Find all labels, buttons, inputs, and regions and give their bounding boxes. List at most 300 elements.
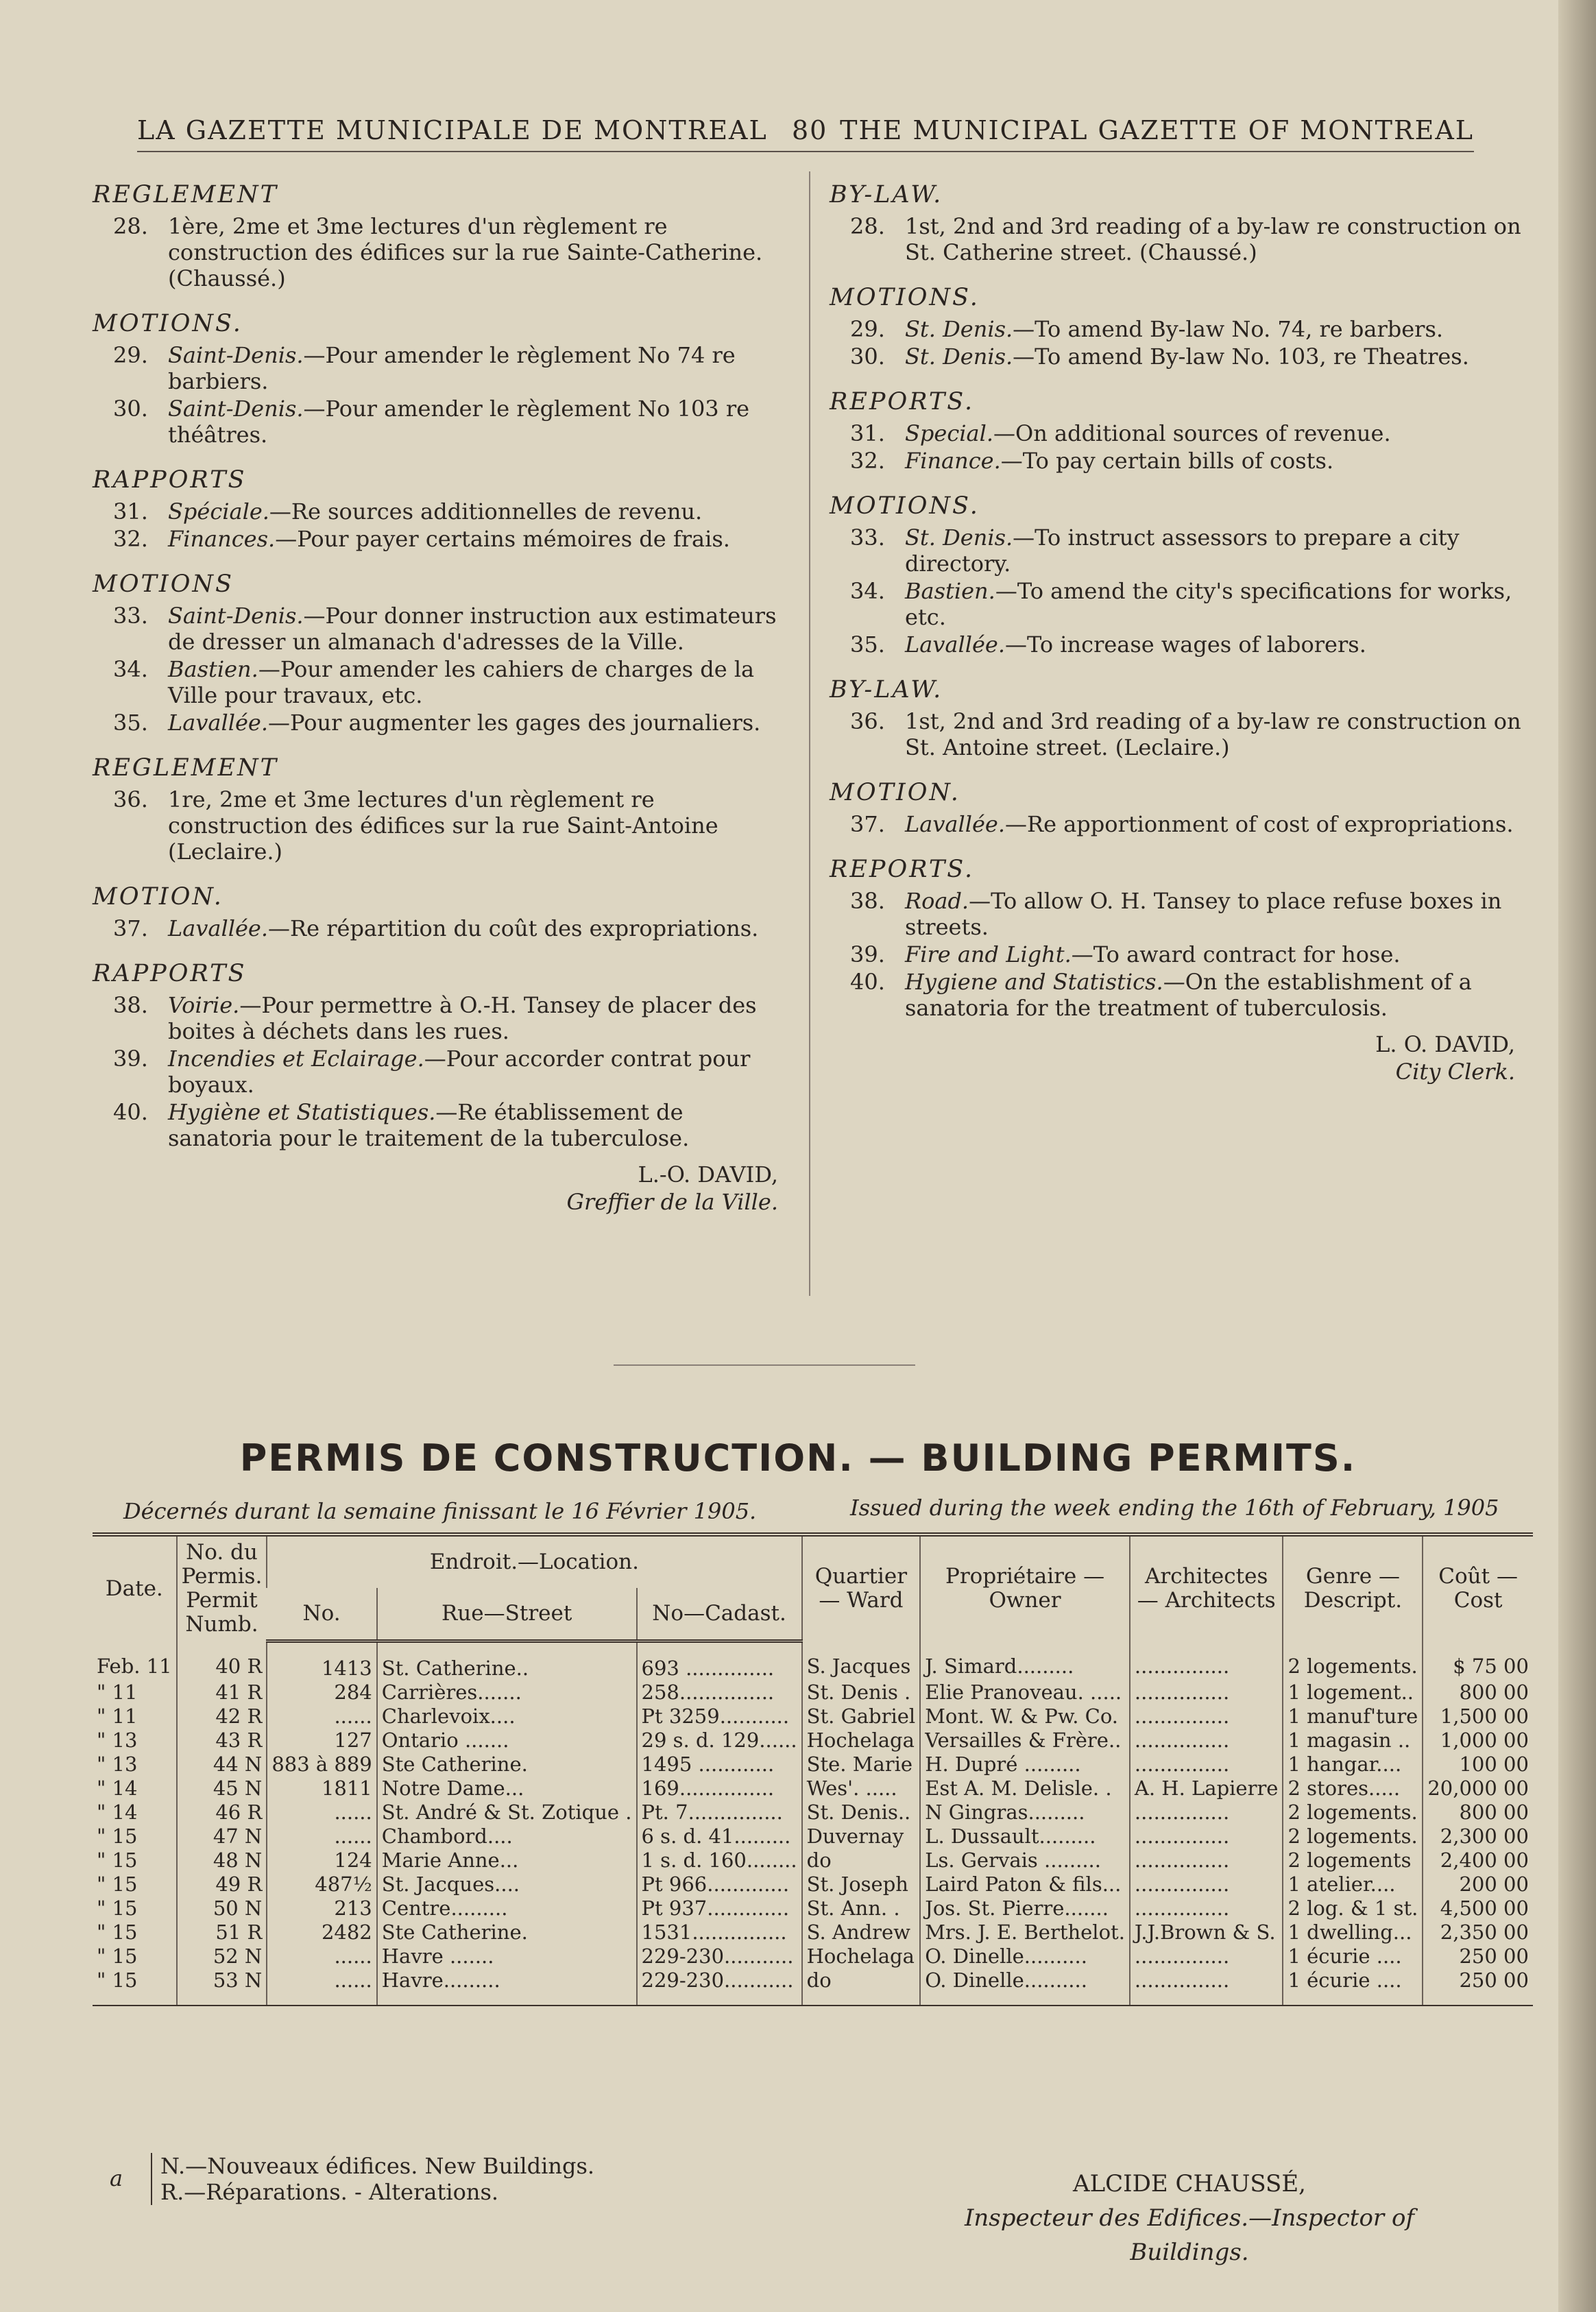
- section-heading: REPORTS.: [830, 856, 975, 883]
- inspector-title: Inspecteur des Edifices.—Inspector of Buildings.: [964, 2204, 1415, 2266]
- section-heading: BY-LAW.: [830, 181, 943, 208]
- col-header-no: No.: [267, 1588, 376, 1641]
- cell-owner: O. Dinelle..........: [920, 1944, 1130, 1968]
- item-number: 39.: [113, 1046, 148, 1072]
- cell-street: Charlevoix....: [377, 1705, 637, 1729]
- agenda-item: [830, 888, 1522, 940]
- cell-date: Feb. 11: [97, 1654, 172, 1678]
- cell-owner: L. Dussault.........: [920, 1825, 1130, 1849]
- cell-architect: ...............: [1130, 1641, 1283, 1681]
- cell-description: 2 logements.: [1283, 1825, 1423, 1849]
- item-name: Saint-Denis.: [168, 342, 304, 368]
- cell-cost: 20,000 00: [1423, 1777, 1533, 1801]
- item-name: Saint-Denis.: [168, 603, 304, 629]
- cell-ward: Hochelaga: [802, 1944, 921, 1968]
- cell-owner: Ls. Gervais .........: [920, 1849, 1130, 1873]
- col-header-date: Date.: [93, 1534, 177, 1641]
- legend-alterations: R.—Réparations. - Alterations.: [160, 2179, 499, 2205]
- cell-cadast: Pt. 7...............: [637, 1801, 802, 1825]
- cell-architect: ...............: [1130, 1968, 1283, 2006]
- cell-date: " 13: [97, 1728, 138, 1752]
- item-number: 38.: [113, 992, 148, 1018]
- section-heading: RAPPORTS: [93, 466, 247, 494]
- cell-description: 1 logement..: [1283, 1681, 1423, 1705]
- item-text: —To amend By-law No. 103, re Theatres.: [1013, 344, 1469, 370]
- cell-ward: S. Jacques: [802, 1641, 921, 1681]
- cell-description: 2 logements.: [1283, 1641, 1423, 1681]
- legend-marker: a: [110, 2165, 123, 2191]
- cell-no: 1811: [267, 1777, 376, 1801]
- section-heading: MOTIONS: [93, 570, 234, 598]
- agenda-item: [830, 811, 1522, 837]
- cell-street: St. Jacques....: [377, 1873, 637, 1896]
- agenda-item: [93, 396, 785, 448]
- item-text: —Pour payer certains mémoires de frais.: [275, 526, 730, 552]
- cell-cadast: 1495 ............: [637, 1753, 802, 1777]
- agenda-item: [93, 1046, 785, 1098]
- cell-no: 124: [267, 1849, 376, 1873]
- english-column: [830, 182, 1522, 1085]
- item-name: Finance.: [905, 448, 1001, 474]
- cell-architect: ...............: [1130, 1873, 1283, 1896]
- table-row: [93, 1705, 1533, 1729]
- cell-street: Carrières.......: [377, 1681, 637, 1705]
- item-text: —Re apportionment of cost of expropriations.: [1005, 811, 1514, 837]
- section-heading: MOTION.: [93, 883, 223, 911]
- cell-architect: A. H. Lapierre: [1130, 1777, 1283, 1801]
- cell-architect: ...............: [1130, 1825, 1283, 1849]
- item-name: Hygiène et Statistiques.: [168, 1099, 436, 1125]
- cell-cost: 4,500 00: [1423, 1896, 1533, 1920]
- cell-cadast: 29 s. d. 129......: [637, 1729, 802, 1753]
- item-text: —Pour donner instruction aux estimateurs de dresser un almanach d'adresses de la Ville.: [168, 603, 777, 655]
- item-number: 37.: [113, 915, 148, 941]
- cell-cost: 800 00: [1423, 1801, 1533, 1825]
- cell-ward: S. Andrew: [802, 1920, 921, 1944]
- cell-permit: 53 N: [177, 1968, 267, 2006]
- cell-no: 883 à 889: [267, 1753, 376, 1777]
- cell-ward: do: [802, 1849, 921, 1873]
- item-text: —To allow O. H. Tansey to place refuse boxes in streets.: [905, 888, 1502, 940]
- item-text: 1st, 2nd and 3rd reading of a by-law re construction on St. Antoine street. (Leclaire.): [905, 708, 1521, 760]
- agenda-item: [93, 213, 785, 291]
- cell-description: 1 dwelling...: [1283, 1920, 1423, 1944]
- cell-street: Centre.........: [377, 1896, 637, 1920]
- item-number: 34.: [113, 656, 148, 682]
- cell-permit: 51 R: [177, 1920, 267, 1944]
- cell-cadast: 6 s. d. 41.........: [637, 1825, 802, 1849]
- table-row: [93, 1729, 1533, 1753]
- cell-street: Marie Anne...: [377, 1849, 637, 1873]
- cell-date: " 15: [97, 1944, 138, 1968]
- item-text: —To pay certain bills of costs.: [1000, 448, 1334, 474]
- item-text: 1ère, 2me et 3me lectures d'un règlement re construction des édifices sur la rue Sainte-Catherine. (Chaussé.): [168, 213, 763, 291]
- cell-cost: 1,500 00: [1423, 1705, 1533, 1729]
- cell-date: " 15: [97, 1824, 138, 1848]
- inspector-name: ALCIDE CHAUSSÉ,: [1073, 2170, 1306, 2197]
- item-number: 35.: [113, 710, 148, 736]
- cell-description: 2 stores.....: [1283, 1777, 1423, 1801]
- cell-description: 2 log. & 1 st.: [1283, 1896, 1423, 1920]
- cell-ward: do: [802, 1968, 921, 2006]
- cell-no: 127: [267, 1729, 376, 1753]
- cell-street: St. André & St. Zotique .: [377, 1801, 637, 1825]
- cell-permit: 50 N: [177, 1896, 267, 1920]
- cell-permit: 43 R: [177, 1729, 267, 1753]
- item-text: —Re sources additionnelles de revenu.: [269, 498, 703, 525]
- cell-owner: Mrs. J. E. Berthelot.: [920, 1920, 1130, 1944]
- item-text: —To instruct assessors to prepare a city directory.: [905, 525, 1460, 577]
- cell-street: Ste Catherine.: [377, 1920, 637, 1944]
- item-name: Finances.: [168, 526, 276, 552]
- cell-cost: 250 00: [1423, 1944, 1533, 1968]
- item-number: 30.: [113, 396, 148, 422]
- cell-ward: St. Denis .: [802, 1681, 921, 1705]
- cell-no: ......: [267, 1944, 376, 1968]
- cell-date: " 14: [97, 1800, 138, 1824]
- cell-date: " 15: [97, 1896, 138, 1920]
- cell-cost: 2,350 00: [1423, 1920, 1533, 1944]
- col-header-cost: Coût — Cost: [1423, 1534, 1533, 1641]
- cell-street: Ontario .......: [377, 1729, 637, 1753]
- table-row: [93, 1825, 1533, 1849]
- item-number: 36.: [113, 786, 148, 812]
- agenda-item: [93, 915, 785, 941]
- item-text: —To award contract for hose.: [1071, 941, 1401, 967]
- item-name: Voirie.: [168, 992, 240, 1018]
- cell-cost: 250 00: [1423, 1968, 1533, 2006]
- cell-permit: 48 N: [177, 1849, 267, 1873]
- item-name: Hygiene and Statistics.: [905, 969, 1163, 995]
- table-row: [93, 1681, 1533, 1705]
- cell-architect: ...............: [1130, 1944, 1283, 1968]
- cell-architect: ...............: [1130, 1729, 1283, 1753]
- cell-owner: H. Dupré .........: [920, 1753, 1130, 1777]
- cell-cadast: 1 s. d. 160........: [637, 1849, 802, 1873]
- agenda-item: [830, 708, 1522, 760]
- signature-block: [830, 1031, 1522, 1085]
- cell-ward: Ste. Marie: [802, 1753, 921, 1777]
- col-header-street: Rue—Street: [377, 1588, 637, 1641]
- table-row: [93, 1849, 1533, 1873]
- cell-street: St. Catherine..: [377, 1641, 637, 1681]
- item-number: 35.: [850, 631, 885, 658]
- cell-permit: 44 N: [177, 1753, 267, 1777]
- cell-no: 487½: [267, 1873, 376, 1896]
- signature-title: City Clerk.: [1395, 1059, 1515, 1085]
- agenda-item: [830, 316, 1522, 342]
- item-name: Lavallée.: [905, 631, 1005, 658]
- section-heading: RAPPORTS: [93, 960, 247, 987]
- signature-block: [93, 1161, 785, 1216]
- cell-cost: 200 00: [1423, 1873, 1533, 1896]
- table-row: [93, 1753, 1533, 1777]
- section-heading: MOTIONS.: [830, 284, 980, 311]
- cell-no: 284: [267, 1681, 376, 1705]
- cell-owner: Est A. M. Delisle. .: [920, 1777, 1130, 1801]
- cell-owner: O. Dinelle..........: [920, 1968, 1130, 2006]
- item-name: Incendies et Eclairage.: [168, 1046, 424, 1072]
- item-number: 30.: [850, 344, 885, 370]
- item-number: 28.: [850, 213, 885, 239]
- col-header-owner: Propriétaire — Owner: [920, 1534, 1130, 1641]
- cell-cadast: 229-230...........: [637, 1944, 802, 1968]
- agenda-item: [830, 448, 1522, 474]
- cell-street: Notre Dame...: [377, 1777, 637, 1801]
- cell-architect: ...............: [1130, 1681, 1283, 1705]
- cell-description: 1 magasin ..: [1283, 1729, 1423, 1753]
- cell-owner: Elie Pranoveau. .....: [920, 1681, 1130, 1705]
- cell-permit: 42 R: [177, 1705, 267, 1729]
- permits-title: PERMIS DE CONSTRUCTION. — BUILDING PERMITS.: [239, 1436, 1357, 1480]
- cell-description: 1 hangar....: [1283, 1753, 1423, 1777]
- agenda-item: [830, 631, 1522, 658]
- cell-permit: 40 R: [177, 1641, 267, 1681]
- item-number: 39.: [850, 941, 885, 967]
- item-text: —To increase wages of laborers.: [1005, 631, 1366, 658]
- cell-date: " 15: [93, 1968, 177, 2006]
- header-title-fr: LA GAZETTE MUNICIPALE DE MONTREAL: [137, 115, 768, 145]
- cell-ward: Hochelaga: [802, 1729, 921, 1753]
- agenda-item: [93, 992, 785, 1044]
- item-name: Lavallée.: [168, 710, 268, 736]
- cell-ward: St. Gabriel: [802, 1705, 921, 1729]
- item-text: —To amend By-law No. 74, re barbers.: [1013, 316, 1444, 342]
- col-header-ward: Quartier — Ward: [802, 1534, 921, 1641]
- item-name: Spéciale.: [168, 498, 269, 525]
- item-text: —Re répartition du coût des expropriations.: [268, 915, 759, 941]
- cell-cost: 1,000 00: [1423, 1729, 1533, 1753]
- cell-description: 2 logements: [1283, 1849, 1423, 1873]
- cell-architect: ...............: [1130, 1896, 1283, 1920]
- cell-permit: 46 R: [177, 1801, 267, 1825]
- cell-ward: St. Joseph: [802, 1873, 921, 1896]
- page-number: 80: [792, 115, 828, 145]
- cell-cadast: 229-230...........: [637, 1968, 802, 2006]
- section-heading: REPORTS.: [830, 388, 975, 416]
- agenda-item: [93, 656, 785, 708]
- cell-owner: Laird Paton & fils...: [920, 1873, 1130, 1896]
- agenda-item: [830, 578, 1522, 630]
- cell-cadast: Pt 966.............: [637, 1873, 802, 1896]
- agenda-item: [830, 969, 1522, 1021]
- cell-no: 213: [267, 1896, 376, 1920]
- header-title-en: THE MUNICIPAL GAZETTE OF MONTREAL: [840, 115, 1474, 145]
- agenda-item: [93, 603, 785, 655]
- item-name: Road.: [905, 888, 969, 914]
- cell-description: 2 logements.: [1283, 1801, 1423, 1825]
- cell-street: Havre .......: [377, 1944, 637, 1968]
- cell-permit: 45 N: [177, 1777, 267, 1801]
- cell-ward: Duvernay: [802, 1825, 921, 1849]
- cell-no: ......: [267, 1705, 376, 1729]
- table-row: [93, 1968, 1533, 2006]
- cell-date: " 15: [97, 1920, 138, 1944]
- cell-permit: 49 R: [177, 1873, 267, 1896]
- section-heading: REGLEMENT: [93, 754, 279, 782]
- item-text: —Pour amender les cahiers de charges de la Ville pour travaux, etc.: [168, 656, 755, 708]
- table-row: [93, 1896, 1533, 1920]
- cell-cadast: 693 ..............: [637, 1641, 802, 1681]
- cell-owner: Versailles & Frère..: [920, 1729, 1130, 1753]
- cell-cadast: Pt 937.............: [637, 1896, 802, 1920]
- cell-no: 2482: [267, 1920, 376, 1944]
- table-row: [93, 1873, 1533, 1896]
- cell-owner: Jos. St. Pierre.......: [920, 1896, 1130, 1920]
- cell-permit: 47 N: [177, 1825, 267, 1849]
- col-header-permit: No. du Permis. Permit Numb.: [177, 1534, 267, 1641]
- column-divider: [809, 171, 810, 1296]
- item-text: —Pour permettre à O.-H. Tansey de placer des boites à déchets dans les rues.: [168, 992, 757, 1044]
- item-number: 32.: [113, 526, 148, 552]
- cell-street: Ste Catherine.: [377, 1753, 637, 1777]
- signature-title: Greffier de la Ville.: [566, 1189, 778, 1215]
- item-name: Bastien.: [168, 656, 258, 682]
- item-text: —Pour amender le règlement No 74 re barbiers.: [168, 342, 736, 394]
- item-number: 32.: [850, 448, 885, 474]
- cell-cadast: 258...............: [637, 1681, 802, 1705]
- item-number: 31.: [113, 498, 148, 525]
- agenda-item: [93, 710, 785, 736]
- cell-ward: Wes'. .....: [802, 1777, 921, 1801]
- table-row: [93, 1801, 1533, 1825]
- item-name: Saint-Denis.: [168, 396, 304, 422]
- cell-date: " 11: [97, 1680, 138, 1704]
- cell-permit: 52 N: [177, 1944, 267, 1968]
- item-number: 37.: [850, 811, 885, 837]
- cell-permit: 41 R: [177, 1681, 267, 1705]
- french-column: [93, 182, 785, 1216]
- cell-description: 1 écurie ....: [1283, 1968, 1423, 2006]
- cell-description: 1 écurie ....: [1283, 1944, 1423, 1968]
- item-name: Lavallée.: [168, 915, 268, 941]
- item-text: —Pour accorder contrat pour boyaux.: [168, 1046, 751, 1098]
- item-number: 40.: [113, 1099, 148, 1125]
- item-number: 28.: [113, 213, 148, 239]
- cell-owner: J. Simard.........: [920, 1641, 1130, 1681]
- col-header-cadast: No—Cadast.: [637, 1588, 802, 1641]
- item-number: 33.: [113, 603, 148, 629]
- item-number: 29.: [850, 316, 885, 342]
- cell-date: " 11: [97, 1704, 138, 1728]
- cell-owner: N Gingras.........: [920, 1801, 1130, 1825]
- item-name: Bastien.: [905, 578, 995, 604]
- cell-date: " 15: [97, 1848, 138, 1872]
- cell-cadast: Pt 3259...........: [637, 1705, 802, 1729]
- item-name: Special.: [905, 420, 993, 446]
- legend-new: N.—Nouveaux édifices. New Buildings.: [160, 2153, 595, 2179]
- table-row: [93, 1641, 1533, 1681]
- cell-cost: 100 00: [1423, 1753, 1533, 1777]
- col-header-architects: Architectes — Architects: [1130, 1534, 1283, 1641]
- agenda-item: [830, 344, 1522, 370]
- item-text: —Re établissement de sanatoria pour le traitement de la tuberculose.: [168, 1099, 690, 1151]
- cell-architect: ...............: [1130, 1705, 1283, 1729]
- cell-date: " 14: [97, 1776, 138, 1800]
- cell-street: Chambord....: [377, 1825, 637, 1849]
- running-header: [137, 110, 1474, 152]
- item-text: —Pour amender le règlement No 103 re théâtres.: [168, 396, 750, 448]
- section-separator: [614, 1364, 915, 1366]
- permits-subtitle-en: Issued during the week ending the 16th of February, 1905: [850, 1495, 1499, 1521]
- cell-no: ......: [267, 1801, 376, 1825]
- signature-name: L. O. DAVID,: [1375, 1031, 1515, 1057]
- agenda-item: [830, 941, 1522, 967]
- agenda-item: [93, 342, 785, 394]
- cell-cadast: 169...............: [637, 1777, 802, 1801]
- item-number: 40.: [850, 969, 885, 995]
- signature-name: L.-O. DAVID,: [638, 1161, 778, 1188]
- item-name: St. Denis.: [905, 344, 1013, 370]
- cell-owner: Mont. W. & Pw. Co.: [920, 1705, 1130, 1729]
- item-number: 31.: [850, 420, 885, 446]
- col-header-description: Genre — Descript.: [1283, 1534, 1423, 1641]
- section-heading: MOTIONS.: [93, 310, 243, 337]
- cell-no: 1413: [267, 1641, 376, 1681]
- item-number: 38.: [850, 888, 885, 914]
- col-header-location: Endroit.—Location.: [267, 1534, 801, 1588]
- permits-subtitle-fr: Décernés durant la semaine finissant le 16 Février 1905.: [123, 1498, 757, 1524]
- section-heading: MOTIONS.: [830, 492, 980, 520]
- inspector-signature: [905, 2167, 1474, 2269]
- cell-street: Havre.........: [377, 1968, 637, 2006]
- item-number: 34.: [850, 578, 885, 604]
- cell-ward: St. Denis..: [802, 1801, 921, 1825]
- item-text: —To amend the city's specifications for works, etc.: [905, 578, 1512, 630]
- agenda-item: [93, 786, 785, 865]
- cell-architect: ...............: [1130, 1801, 1283, 1825]
- cell-ward: St. Ann. .: [802, 1896, 921, 1920]
- item-name: St. Denis.: [905, 316, 1013, 342]
- agenda-item: [93, 526, 785, 552]
- section-heading: MOTION.: [830, 779, 960, 806]
- item-text: 1st, 2nd and 3rd reading of a by-law re construction on St. Catherine street. (Chaussé.): [905, 213, 1521, 265]
- cell-cost: 2,300 00: [1423, 1825, 1533, 1849]
- cell-date: " 13: [97, 1752, 138, 1776]
- section-heading: REGLEMENT: [93, 181, 279, 208]
- item-name: St. Denis.: [905, 525, 1013, 551]
- cell-no: ......: [267, 1825, 376, 1849]
- cell-architect: ...............: [1130, 1753, 1283, 1777]
- item-text: —On the establishment of a sanatoria for the treatment of tuberculosis.: [905, 969, 1472, 1021]
- table-row: [93, 1920, 1533, 1944]
- cell-cadast: 1531...............: [637, 1920, 802, 1944]
- cell-architect: J.J.Brown & S.: [1130, 1920, 1283, 1944]
- cell-cost: 2,400 00: [1423, 1849, 1533, 1873]
- table-row: [93, 1944, 1533, 1968]
- item-text: 1re, 2me et 3me lectures d'un règlement re construction des édifices sur la rue Saint-Antoine (Leclaire.): [168, 786, 718, 865]
- cell-cost: 800 00: [1423, 1681, 1533, 1705]
- agenda-item: [830, 525, 1522, 577]
- table-row: [93, 1777, 1533, 1801]
- cell-cost: $ 75 00: [1423, 1641, 1533, 1681]
- page-edge-shadow: [1558, 0, 1596, 2312]
- agenda-item: [830, 213, 1522, 265]
- cell-description: 1 manuf'ture: [1283, 1705, 1423, 1729]
- item-name: Lavallée.: [905, 811, 1005, 837]
- item-number: 29.: [113, 342, 148, 368]
- agenda-item: [93, 498, 785, 525]
- cell-no: ......: [267, 1968, 376, 2006]
- cell-architect: ...............: [1130, 1849, 1283, 1873]
- item-number: 33.: [850, 525, 885, 551]
- cell-date: " 15: [97, 1872, 138, 1896]
- item-number: 36.: [850, 708, 885, 734]
- section-heading: BY-LAW.: [830, 676, 943, 703]
- permits-table-body: [93, 1641, 1533, 2006]
- cell-description: 1 atelier....: [1283, 1873, 1423, 1896]
- item-name: Fire and Light.: [905, 941, 1072, 967]
